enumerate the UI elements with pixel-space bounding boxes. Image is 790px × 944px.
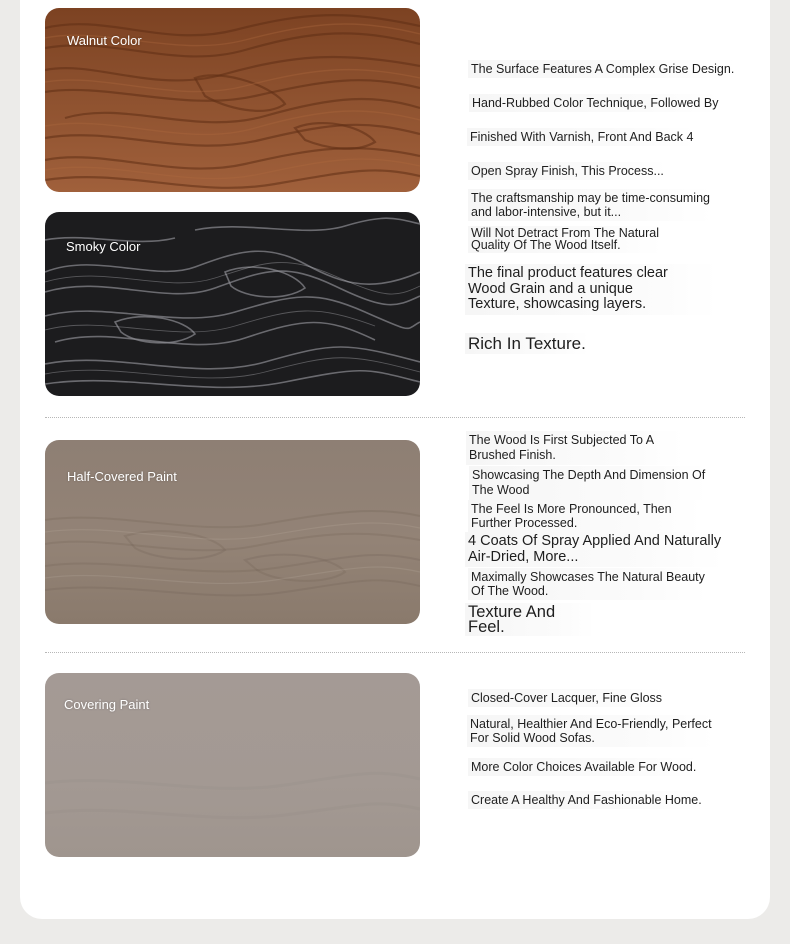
walnut-color-swatch (45, 8, 420, 192)
section-divider (45, 417, 745, 418)
feature-text: Will Not Detract From The Natural Quality Of The Wood Itself. (468, 226, 662, 253)
feature-text: Maximally Showcases The Natural Beauty Of The Wood. (468, 568, 708, 600)
swatch-label: Half-Covered Paint (67, 469, 177, 484)
swatch-label: Walnut Color (67, 33, 142, 48)
half-covered-grain-texture (45, 440, 420, 624)
feature-text: Natural, Healthier And Eco-Friendly, Perfect For Solid Wood Sofas. (467, 715, 715, 747)
feature-text: The Wood Is First Subjected To A Brushed Finish. (466, 431, 684, 465)
feature-text: Open Spray Finish, This Process... (468, 162, 667, 180)
half-covered-paint-swatch (45, 440, 420, 624)
feature-text: Closed-Cover Lacquer, Fine Gloss (468, 689, 665, 707)
feature-text: Hand-Rubbed Color Technique, Followed By (469, 94, 721, 112)
feature-text: 4 Coats Of Spray Applied And Naturally Air-Dried, More... (465, 532, 724, 567)
feature-text: More Color Choices Available For Wood. (468, 758, 699, 776)
covering-paint-swatch (45, 673, 420, 857)
section-divider (45, 652, 745, 653)
feature-text: Finished With Varnish, Front And Back 4 (467, 128, 696, 146)
feature-text: Rich In Texture. (465, 333, 589, 354)
swatch-label: Smoky Color (66, 239, 141, 254)
feature-text: The craftsmanship may be time-consuming and labor-intensive, but it... (468, 189, 713, 221)
feature-text: Create A Healthy And Fashionable Home. (468, 791, 705, 809)
feature-text: Showcasing The Depth And Dimension Of The Wood (469, 466, 708, 500)
feature-text: The Surface Features A Complex Grise Design. (468, 60, 737, 78)
feature-text: Texture And Feel. (465, 603, 595, 636)
feature-text: The final product features clear Wood Grain and a unique Texture, showcasing layers. (465, 264, 718, 315)
swatch-label: Covering Paint (64, 697, 150, 712)
smoky-color-swatch (45, 212, 420, 396)
feature-text: The Feel Is More Pronounced, Then Further Processed. (468, 500, 702, 532)
